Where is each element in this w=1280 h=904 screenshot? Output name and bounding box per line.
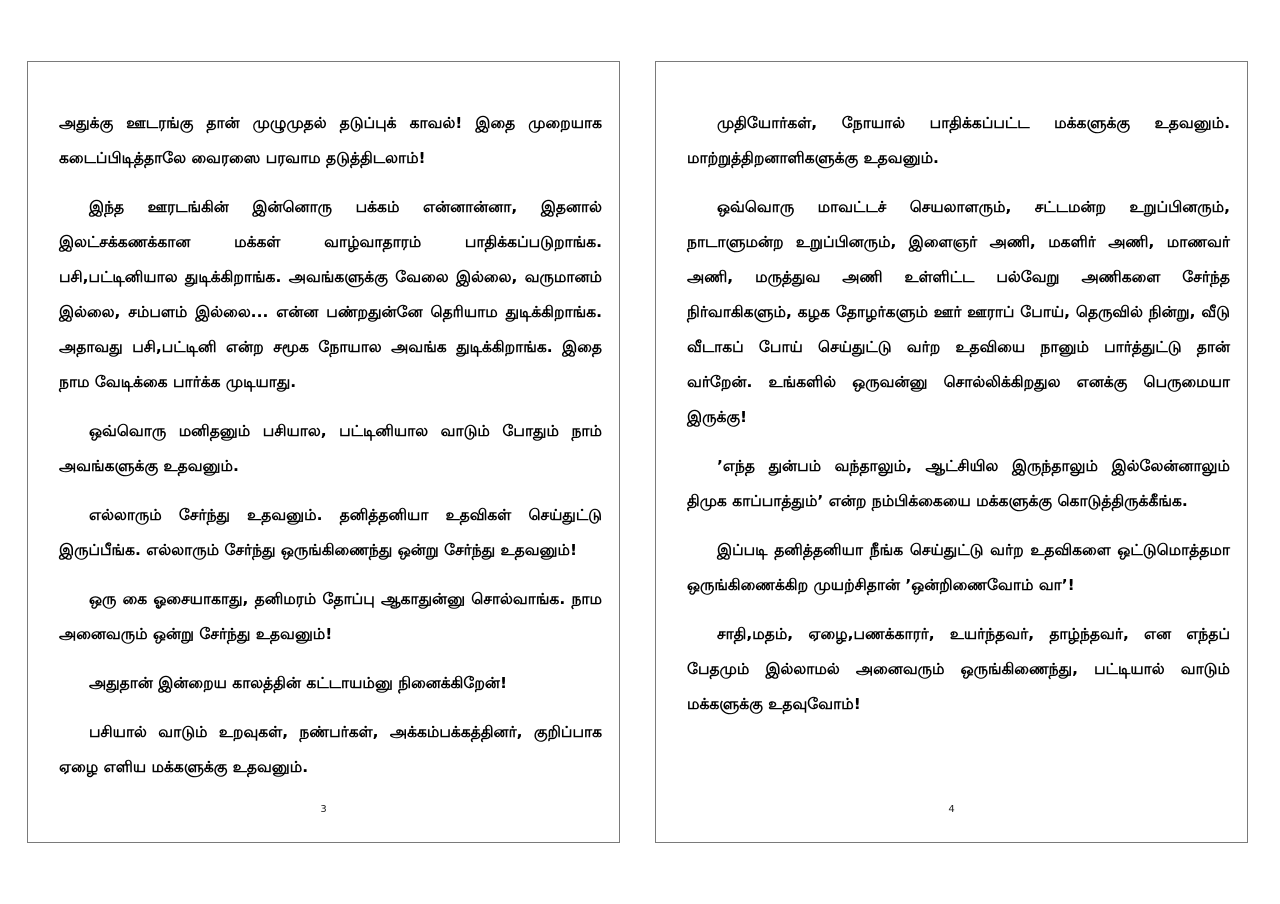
paragraph: இந்த ஊரடங்கின் இன்னொரு பக்கம் என்னான்னா, இதனால் இலட்சக்கணக்கான மக்கள் வாழ்வாதாரம் பாதிக்கப்படுறாங்க. பசி,பட்டினியால துடிக்கிறாங்க. அவங்களுக்கு வேலை இல்லை, வருமானம் இல்லை, சம்பளம் இல்லை... என்ன பண்றதுன்னே தெரியாம துடிக்கிறாங்க. அதாவது பசி,பட்டினி என்ற சமூக நோயால அவங்க துடிக்கிறாங்க. இதை நாம வேடிக்கை பார்க்க முடியாது.	[59, 198, 602, 391]
paragraph: பசியால் வாடும் உறவுகள், நண்பர்கள், அக்கம்பக்கத்தினர், குறிப்பாக ஏழை எளிய மக்களுக்கு உதவனும்.	[59, 723, 602, 776]
paragraph: சாதி,மதம், ஏழை,பணக்காரர், உயர்ந்தவர், தாழ்ந்தவர், என எந்தப் பேதமும் இல்லாமல் அனைவரும் ஒருங்கிணைந்து, பட்டியால் வாடும் மக்களுக்கு உதவுவோம்!	[687, 625, 1230, 713]
paragraph: எல்லாரும் சேர்ந்து உதவனும். தனித்தனியா உதவிகள் செய்துட்டு இருப்பீங்க. எல்லாரும் சேர்ந்து ஒருங்கிணைந்து ஒன்று சேர்ந்து உதவனும்!	[59, 506, 602, 559]
page-body	[59, 106, 602, 799]
paragraph: முதியோர்கள், நோயால் பாதிக்கப்பட்ட மக்களுக்கு உதவனும். மாற்றுத்திறனாளிகளுக்கு உதவனும்.	[687, 114, 1230, 167]
paragraph: ஒவ்வொரு மனிதனும் பசியால, பட்டினியால வாடும் போதும் நாம் அவங்களுக்கு உதவனும்.	[59, 422, 602, 475]
paragraph: அதுக்கு ஊடரங்கு தான் முழுமுதல் தடுப்புக் காவல்! இதை முறையாக கடைப்பிடித்தாலே வைரஸை பரவாம தடுத்திடலாம்!	[59, 114, 602, 167]
paragraph: இப்படி தனித்தனியா நீங்க செய்துட்டு வர்ற உதவிகளை ஒட்டுமொத்தமா ஒருங்கிணைக்கிற முயற்சிதான் ’ஒன்றிணைவோம் வா’!	[687, 541, 1230, 594]
document-page-3	[27, 61, 620, 843]
paragraph: ஒரு கை ஓசையாகாது, தனிமரம் தோப்பு ஆகாதுன்னு சொல்வாங்க. நாம அனைவரும் ஒன்று சேர்ந்து உதவனும்!	[59, 590, 602, 643]
page-number: 4	[948, 804, 955, 815]
page-number: 3	[320, 804, 327, 815]
document-page-4	[655, 61, 1248, 843]
paragraph: அதுதான் இன்றைய காலத்தின் கட்டாயம்னு நினைக்கிறேன்!	[89, 674, 508, 692]
paragraph: ’எந்த துன்பம் வந்தாலும், ஆட்சியில இருந்தாலும் இல்லேன்னாலும் திமுக காப்பாத்தும்’ என்ற நம்பிக்கையை மக்களுக்கு கொடுத்திருக்கீங்க.	[687, 457, 1230, 510]
page-body	[687, 106, 1230, 736]
paragraph: ஒவ்வொரு மாவட்டச் செயலாளரும், சட்டமன்ற உறுப்பினரும், நாடாளுமன்ற உறுப்பினரும், இளைஞர் அணி, மகளிர் அணி, மாணவர் அணி, மருத்துவ அணி உள்ளிட்ட பல்வேறு அணிகளை சேர்ந்த நிர்வாகிகளும், கழக தோழர்களும் ஊர் ஊராப் போய், தெருவில் நின்று, வீடு வீடாகப் போய் செய்துட்டு வர்ற உதவியை நானும் பார்த்துட்டு தான் வர்றேன். உங்களில் ஒருவன்னு சொல்லிக்கிறதுல எனக்கு பெருமையா இருக்கு!	[687, 198, 1230, 426]
